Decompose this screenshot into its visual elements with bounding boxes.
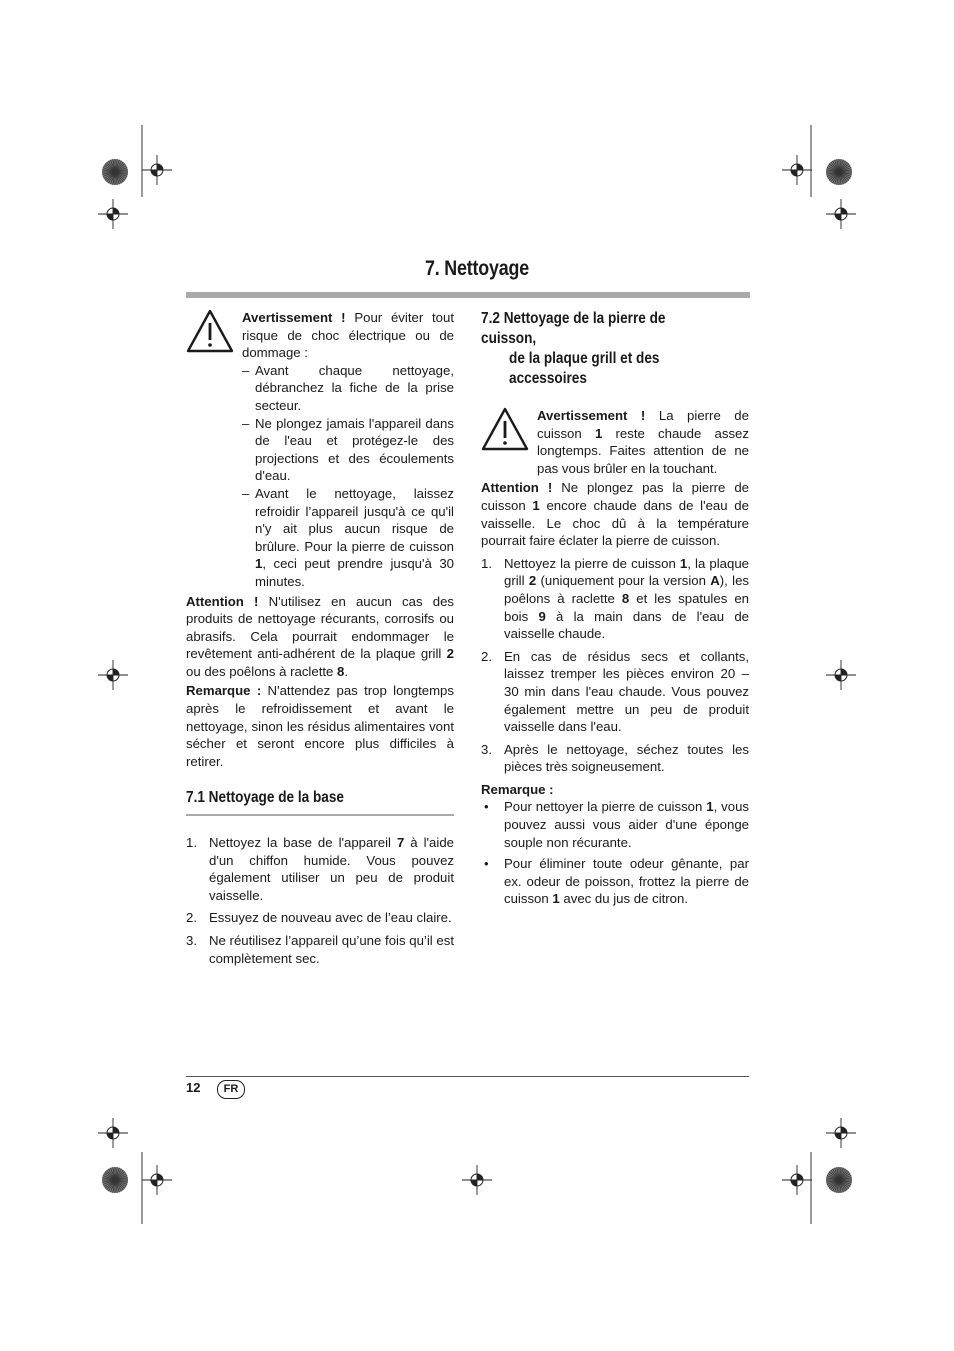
crosshair-mark [142,1165,172,1195]
color-bar-mark [826,159,852,185]
crosshair-mark [462,1165,492,1195]
color-bar-mark [102,1167,128,1193]
list-item: • Pour éliminer toute odeur gênante, par ex. odeur de poisson, frottez la pierre de cuisson 1 avec du jus de citron. [481,855,749,908]
crosshair-mark [826,660,856,690]
warning-triangle-icon [481,407,529,451]
list-item: 3. Après le nettoyage, séchez toutes les pièces très soigneusement. [481,741,749,775]
list-item: 2. Essuyez de nouveau avec de l’eau claire. [186,910,452,926]
title-rule [186,292,750,298]
crosshair-mark [98,1118,128,1148]
warning-label: Avertissement ! [242,310,346,325]
color-bar-mark [102,159,128,185]
list-item: 3. Ne réutilisez l’appareil qu’une fois qu’il est complètement sec. [186,933,454,966]
list-item: 2. En cas de résidus secs et collants, laissez tremper les pièces environ 20 – 30 min dans l'eau chaude. Vous pouvez également mettre un peu de produit vaisselle dans l'eau. [481,648,749,735]
crosshair-mark [98,199,128,229]
list-item: 1. Nettoyez la base de l'appareil 7 à l'aide d'un chiffon humide. Vous pouvez également utiliser un peu de produit vaisselle. [186,835,454,903]
attention-paragraph: Attention ! N'utilisez en aucun cas des produits de nettoyage récurants, corrosifs ou abrasifs. Cela pourrait endommager le revêtement anti-adhérent de la plaque grill 2 ou des poêlons à raclette 8. [186,593,454,679]
page-number: 12 [186,1080,201,1095]
crosshair-mark [826,199,856,229]
color-bar-mark [826,1167,852,1193]
warning-text: Pour éviter tout risque de choc électrique ou de dommage : [242,310,454,361]
warning-item: – Avant le nettoyage, laissez refroidir l’appareil jusqu'à ce qu'il n'y ait plus aucun risque de brûlure. Pour la pierre de cuisson 1, ceci peut prendre jusqu'à 30 minutes. [242,485,454,591]
crosshair-mark [782,1165,812,1195]
warning-item: – Ne plongez jamais l'appareil dans de l'eau et protégez-le des projections et des écoulements d'eau. [242,415,454,485]
warning-item: – Avant chaque nettoyage, débranchez la fiche de la prise secteur. [242,362,454,415]
section-7-1 [186,789,454,816]
right-column [481,309,749,912]
crosshair-mark [782,155,812,185]
hot-warning: Avertissement ! La pierre de cuisson 1 reste chaude assez longtemps. Faites attention de ne pas vous brûler en la touchant. [481,407,749,477]
list-item: • Pour nettoyer la pierre de cuisson 1, vous pouvez aussi vous aider d'une éponge souple non récurante. [481,798,749,851]
steps-list [186,834,454,967]
section-7-2-title: 7.2 Nettoyage de la pierre de cuisson, de la plaque grill et des accessoires [481,310,666,387]
language-badge: FR [217,1080,245,1099]
electric-warning [186,309,454,591]
crosshair-mark [142,155,172,185]
footer-rule [186,1076,749,1077]
section-rule [186,814,454,816]
attention-paragraph: Attention ! Ne plongez pas la pierre de cuisson 1 encore chaude dans de l'eau de vaisselle. Le choc dû à la température pourrait faire éclater la pierre de cuisson. [481,480,749,549]
page-title: 7. Nettoyage [424,257,530,280]
list-item: 1. Nettoyez la pierre de cuisson 1, la plaque grill 2 (uniquement pour la version A), les poêlons à raclette 8 et les spatules en bois 9 à la main dans de l'eau de vaisselle chaude. [481,555,750,642]
remark-paragraph: Remarque : N'attendez pas trop longtemps après le refroidissement et avant le nettoyage, sinon les résidus alimentaires vont sécher et seront encore plus difficiles à retirer. [186,683,454,769]
section-title: 7.1 Nettoyage de la base [186,789,344,807]
crosshair-mark [98,660,128,690]
warning-triangle-icon [186,309,234,353]
left-column [186,309,454,972]
crosshair-mark [826,1118,856,1148]
remark-label: Remarque : [481,781,554,797]
